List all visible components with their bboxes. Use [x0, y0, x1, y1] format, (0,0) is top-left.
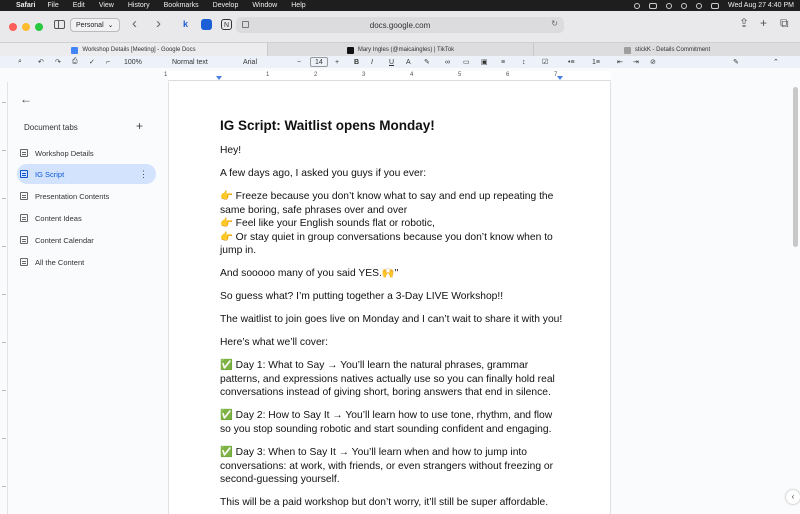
bullet-line: 👉 Feel like your English sounds flat or robotic, [220, 218, 435, 230]
notion-icon[interactable]: N [221, 19, 232, 30]
bullet-line: same boring, safe phrases over and over [220, 204, 408, 216]
search-icon[interactable] [696, 3, 702, 9]
paragraph-yes[interactable]: And sooooo many of you said YES.🙌" [220, 268, 399, 280]
profile-label: Personal [76, 21, 104, 29]
ruler-tick [2, 486, 6, 487]
doc-tab-label: Workshop Details [35, 148, 94, 158]
ruler-number: 7 [554, 72, 558, 78]
day1-line: conversations instead of giving short, boring answers that end in silence. [220, 387, 551, 399]
undo-icon[interactable]: ↶ [38, 59, 44, 66]
forward-button[interactable]: › [156, 15, 161, 32]
day3-line: second-guessing yourself. [220, 474, 340, 486]
document-tabs-title: Document tabs [24, 123, 78, 132]
day2-line: ✅ Day 2: How to Say It → You’ll learn how to use tone, rhythm, and flow [220, 410, 553, 422]
ruler-tick [2, 390, 6, 391]
print-icon[interactable]: ⎙ [72, 58, 78, 65]
explore-icon[interactable]: ‹ [786, 490, 800, 504]
paragraph-bullets[interactable] [220, 190, 570, 258]
tab-label: stickK - Details Commitment [634, 47, 711, 53]
document-body[interactable] [220, 118, 570, 514]
stickk-icon [624, 47, 631, 54]
status-icon[interactable] [634, 3, 640, 9]
paragraph-paid[interactable]: This will be a paid workshop but don’t worry, it’ll still be super affordable. [220, 497, 549, 509]
share-icon[interactable]: ⇪ [739, 16, 750, 30]
paint-format-icon[interactable]: ⌐ [106, 58, 111, 66]
ruler-tick [2, 150, 6, 151]
doc-tab-label: Content Ideas [35, 213, 82, 223]
ruler-number: 5 [458, 72, 462, 78]
ruler-tick [2, 198, 6, 199]
wifi-icon[interactable] [681, 3, 687, 9]
checklist-icon[interactable]: ☑ [542, 59, 549, 66]
underline-icon[interactable]: U [389, 58, 395, 66]
document-tab-icon [20, 236, 28, 244]
document-tab-icon [20, 258, 28, 266]
doc-tab-presentation-contents[interactable] [17, 186, 156, 206]
sidebar-toggle-icon[interactable] [54, 20, 65, 29]
menu-bookmarks[interactable]: Bookmarks [163, 2, 199, 9]
menu-window[interactable]: Window [252, 2, 278, 9]
menu-edit[interactable]: Edit [72, 2, 85, 9]
document-tab-icon [20, 214, 28, 222]
paragraph-day3[interactable] [220, 446, 570, 487]
menu-app-name[interactable]: Safari [16, 2, 36, 9]
ruler-number: 3 [362, 72, 366, 78]
ruler-tick [2, 342, 6, 343]
ruler-number: 4 [410, 72, 414, 78]
line-spacing-icon[interactable]: ↕ [522, 58, 526, 66]
font-size-input[interactable]: 14 [310, 57, 328, 67]
day3-line: ✅ Day 3: When to Say It → You’ll learn when and how to jump into [220, 447, 528, 459]
zoom-window-button[interactable] [35, 23, 43, 31]
menu-history[interactable]: History [127, 2, 150, 9]
highlight-icon[interactable]: ✎ [424, 59, 430, 66]
tab-label: Workshop Details [Meeting] - Google Docs [82, 47, 196, 53]
menu-file[interactable]: File [47, 2, 59, 9]
day3-line: conversations: at work, with friends, or even strangers without freezing or [220, 460, 554, 472]
menubar-datetime[interactable]: Wed Aug 27 4:40 PM [727, 2, 794, 9]
outdent-icon[interactable]: ⇥ [633, 59, 639, 66]
zoom-select[interactable]: 100% [124, 58, 142, 66]
macos-menu-bar [0, 0, 800, 11]
doc-tab-label: Presentation Contents [35, 191, 110, 201]
battery-icon[interactable] [649, 3, 657, 9]
bold-icon[interactable]: B [354, 58, 360, 66]
safari-toolbar [0, 11, 800, 42]
paragraph-day2[interactable] [220, 409, 570, 436]
bullet-line: 👉 Freeze because you don’t know what to say and end up repeating the [220, 190, 554, 202]
tab-label: Mary Ingles (@maicaingles) | TikTok [357, 47, 455, 53]
bulleted-list-icon[interactable]: •≡ [568, 58, 575, 66]
doc-tab-ig-script[interactable] [17, 164, 156, 184]
doc-tab-all-the-content[interactable] [17, 252, 156, 272]
tab-google-docs[interactable] [0, 43, 268, 57]
clear-formatting-icon[interactable]: ⊘ [650, 59, 656, 66]
editing-mode-icon[interactable]: ✎ [733, 59, 739, 66]
chevron-down-icon: ⌄ [107, 22, 114, 29]
extension-blue-icon[interactable] [201, 19, 212, 30]
document-title[interactable]: IG Script: Waitlist opens Monday! [220, 118, 435, 133]
doc-tab-content-ideas[interactable] [17, 208, 156, 228]
image-icon[interactable]: ▣ [481, 59, 488, 66]
right-indent-marker[interactable] [557, 76, 563, 80]
spellcheck-icon[interactable]: ✓ [89, 59, 95, 66]
extension-k-icon[interactable]: k [182, 19, 188, 29]
ruler-tick [2, 246, 6, 247]
tab-stickk[interactable] [534, 43, 800, 57]
italic-icon[interactable]: I [371, 58, 373, 66]
address-text: docs.google.com [369, 20, 431, 30]
ruler-tick [2, 294, 6, 295]
tab-overview-icon[interactable]: ⧉ [780, 16, 789, 30]
paragraph-hey[interactable]: Hey! [220, 145, 242, 156]
more-options-icon[interactable]: ⋮ [139, 168, 148, 179]
ruler-number: 1 [164, 72, 168, 78]
browser-tab-bar [0, 42, 800, 56]
tab-tiktok[interactable] [268, 43, 534, 57]
scrollbar-thumb[interactable] [793, 87, 798, 247]
back-arrow-icon[interactable]: ← [20, 92, 32, 106]
page-settings-icon[interactable] [242, 21, 249, 28]
horizontal-ruler[interactable] [164, 71, 611, 81]
add-tab-button[interactable]: + [136, 119, 144, 133]
document-tabs-sidebar [8, 82, 168, 514]
text-color-icon[interactable]: A [406, 58, 411, 66]
day2-line: so you stop sounding robotic and start sounding confident and engaging. [220, 424, 552, 436]
bullet-line: jump in. [220, 245, 257, 257]
tiktok-icon [347, 47, 354, 54]
increase-font-size-icon[interactable]: + [335, 58, 340, 66]
ruler-number: 2 [314, 72, 318, 78]
new-tab-button[interactable]: + [760, 16, 768, 30]
search-menus-icon[interactable]: ⌕ [18, 58, 22, 65]
ruler-tick [2, 438, 6, 439]
document-tab-icon [20, 149, 28, 157]
doc-tab-label: IG Script [35, 169, 65, 179]
align-icon[interactable]: ≡ [501, 58, 506, 66]
paragraph-waitlist[interactable]: The waitlist to join goes live on Monday and I can’t wait to share it with you! [220, 314, 563, 326]
ruler-number: 6 [506, 72, 510, 78]
ruler-tick [2, 102, 6, 103]
doc-tab-content-calendar[interactable] [17, 230, 156, 250]
vertical-ruler [0, 82, 8, 514]
left-indent-marker[interactable] [216, 76, 222, 80]
ruler-number: 1 [266, 72, 270, 78]
link-icon[interactable]: ∞ [445, 58, 450, 66]
profile-selector[interactable] [70, 18, 120, 32]
address-bar[interactable] [236, 17, 564, 33]
redo-icon[interactable]: ↷ [55, 59, 61, 66]
menu-develop[interactable]: Develop [212, 2, 239, 9]
minimize-window-button[interactable] [22, 23, 30, 31]
paragraph-guess[interactable]: So guess what? I’m putting together a 3-Day LIVE Workshop!! [220, 291, 504, 303]
document-tab-icon [20, 192, 28, 200]
indent-icon[interactable]: ⇤ [617, 59, 623, 66]
decrease-font-size-icon[interactable]: − [297, 58, 302, 66]
bullet-line: 👉 Or stay quiet in group conversations because you don’t know when to [220, 231, 553, 243]
paragraph-day1[interactable] [220, 359, 570, 400]
docs-toolbar [0, 56, 800, 68]
document-tab-icon [20, 170, 28, 178]
google-docs-icon [71, 47, 78, 54]
reload-icon[interactable]: ↻ [551, 19, 558, 28]
comment-icon[interactable]: ▭ [463, 59, 470, 66]
document-page[interactable] [168, 82, 611, 514]
paragraph-intro[interactable]: A few days ago, I asked you guys if you ever: [220, 167, 427, 179]
vertical-scrollbar[interactable] [791, 82, 800, 514]
back-button[interactable]: ‹ [132, 15, 137, 32]
day1-line: ✅ Day 1: What to Say → You’ll learn the natural phrases, grammar [220, 360, 529, 372]
day1-line: patterns, and expressions natives actually use so you can finally hold real [220, 373, 555, 385]
paragraph-cover[interactable]: Here’s what we’ll cover: [220, 337, 328, 349]
control-center-icon[interactable] [711, 3, 719, 9]
menu-view[interactable]: View [98, 2, 114, 9]
font-select[interactable]: Arial [243, 58, 258, 66]
numbered-list-icon[interactable]: 1≡ [592, 58, 600, 66]
collapse-toolbar-icon[interactable]: ⌃ [773, 59, 779, 66]
doc-tab-label: All the Content [35, 257, 85, 267]
close-window-button[interactable] [9, 23, 17, 31]
doc-tab-label: Content Calendar [35, 235, 94, 245]
style-select[interactable]: Normal text [172, 58, 208, 66]
menu-help[interactable]: Help [291, 2, 306, 9]
bluetooth-icon[interactable] [666, 3, 672, 9]
doc-tab-workshop-details[interactable] [17, 143, 156, 163]
